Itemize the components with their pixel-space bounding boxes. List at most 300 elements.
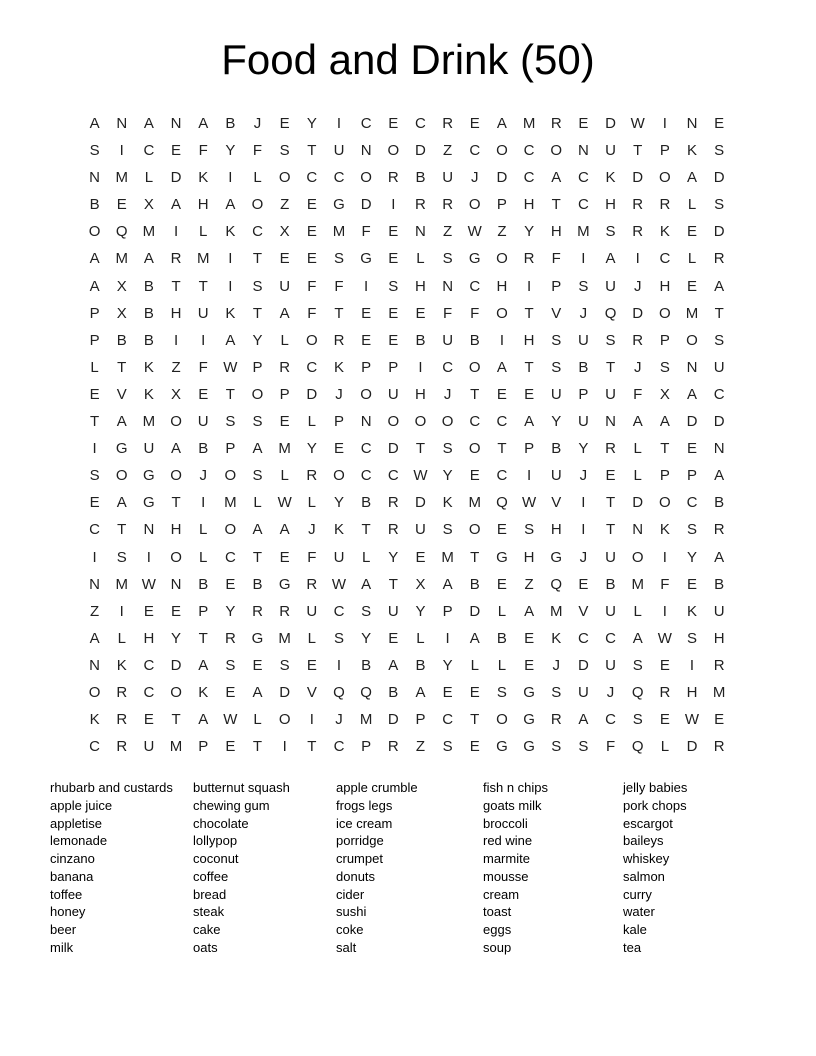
grid-letter: H: [523, 196, 535, 214]
grid-letter: I: [282, 738, 287, 756]
grid-letter: Y: [442, 656, 453, 674]
grid-letter: C: [469, 277, 481, 295]
grid-letter: M: [196, 250, 210, 268]
grid-letter: N: [89, 575, 100, 593]
grid-letter: D: [713, 413, 725, 431]
grid-letter: E: [279, 413, 290, 431]
grid-letter: H: [659, 277, 671, 295]
grid-letter: R: [116, 683, 128, 701]
grid-letter: S: [714, 142, 725, 160]
grid-row: [81, 300, 733, 327]
grid-letter: A: [442, 575, 453, 593]
grid-letter: N: [170, 575, 182, 593]
word-list-column: [336, 779, 483, 957]
grid-letter: O: [251, 196, 264, 214]
grid-letter: T: [551, 196, 561, 214]
grid-letter: I: [228, 277, 233, 295]
grid-letter: T: [605, 358, 616, 376]
grid-letter: U: [387, 385, 399, 403]
grid-letter: U: [605, 656, 616, 674]
grid-letter: P: [333, 413, 344, 431]
grid-letter: E: [469, 683, 480, 701]
grid-letter: R: [387, 521, 399, 539]
grid-letter: Q: [496, 494, 508, 512]
grid-letter: P: [198, 738, 209, 756]
grid-letter: T: [633, 142, 643, 160]
grid-letter: B: [361, 494, 372, 512]
grid-letter: E: [306, 196, 317, 214]
grid-letter: O: [468, 440, 481, 458]
grid-letter: G: [496, 548, 508, 566]
grid-letter: R: [306, 467, 318, 485]
grid-letter: H: [415, 385, 426, 403]
grid-letter: B: [714, 575, 725, 593]
grid-letter: K: [143, 385, 154, 403]
grid-letter: B: [388, 683, 399, 701]
grid-letter: Z: [443, 142, 453, 160]
grid-letter: Q: [360, 683, 372, 701]
grid-letter: M: [522, 115, 536, 132]
grid-letter: P: [279, 385, 290, 403]
grid-letter: O: [496, 304, 508, 322]
grid-letter: U: [442, 169, 454, 187]
grid-letter: J: [579, 304, 588, 322]
word-item: donuts: [336, 868, 376, 884]
grid-letter: N: [415, 223, 426, 241]
grid-letter: R: [713, 521, 725, 539]
grid-letter: E: [361, 331, 372, 349]
grid-letter: G: [360, 250, 372, 268]
word-list-column: [483, 779, 623, 957]
grid-letter: C: [496, 467, 508, 485]
grid-letter: T: [117, 521, 127, 539]
word-item: milk: [50, 939, 74, 955]
grid-letter: S: [442, 250, 453, 268]
grid-letter: E: [659, 656, 670, 674]
grid-letter: I: [662, 548, 667, 566]
grid-letter: L: [633, 440, 642, 458]
grid-letter: M: [359, 711, 373, 729]
grid-letter: F: [660, 575, 670, 593]
grid-letter: E: [469, 467, 480, 485]
grid-letter: L: [416, 629, 425, 647]
grid-letter: A: [279, 521, 290, 539]
grid-letter: E: [306, 656, 317, 674]
grid-letter: T: [605, 521, 616, 539]
grid-letter: B: [551, 440, 562, 458]
word-list-column: [623, 779, 766, 957]
grid-letter: C: [252, 223, 263, 241]
grid-letter: E: [687, 575, 698, 593]
grid-letter: J: [335, 711, 343, 729]
grid-letter: H: [550, 521, 562, 539]
grid-letter: G: [115, 440, 128, 458]
word-item: cream: [483, 886, 520, 902]
word-item: tea: [623, 939, 642, 955]
grid-letter: R: [116, 711, 128, 729]
grid-letter: A: [388, 656, 399, 674]
grid-letter: E: [252, 656, 263, 674]
grid-letter: P: [442, 602, 453, 620]
grid-letter: C: [333, 602, 345, 620]
word-item: escargot: [623, 815, 673, 831]
grid-letter: E: [714, 711, 725, 729]
grid-letter: C: [143, 683, 155, 701]
grid-letter: S: [225, 656, 236, 674]
grid-letter: Q: [333, 683, 345, 701]
grid-letter: X: [116, 277, 127, 295]
grid-letter: B: [605, 575, 616, 593]
grid-letter: C: [360, 115, 372, 132]
grid-row: [81, 706, 733, 733]
grid-letter: M: [115, 169, 128, 187]
grid-letter: P: [361, 738, 372, 756]
grid-letter: I: [336, 115, 342, 132]
grid-letter: N: [442, 277, 454, 295]
grid-letter: U: [333, 142, 345, 160]
grid-letter: G: [496, 738, 508, 756]
grid-letter: U: [713, 602, 725, 620]
grid-letter: V: [551, 304, 562, 322]
grid-letter: M: [115, 575, 128, 593]
grid-letter: O: [224, 521, 237, 539]
grid-letter: G: [523, 711, 535, 729]
wordsearch-grid: [81, 110, 733, 760]
grid-letter: B: [143, 277, 154, 295]
grid-letter: E: [333, 440, 344, 458]
grid-letter: F: [307, 548, 317, 566]
word-item: cider: [336, 886, 365, 902]
grid-letter: L: [633, 602, 642, 620]
grid-letter: A: [659, 413, 670, 431]
grid-letter: X: [171, 385, 182, 403]
grid-row: [81, 381, 733, 408]
grid-letter: A: [252, 440, 263, 458]
grid-letter: U: [442, 331, 454, 349]
grid-letter: Z: [280, 196, 290, 214]
grid-letter: C: [496, 413, 508, 431]
word-list: [50, 779, 776, 957]
grid-letter: Y: [361, 629, 372, 647]
grid-letter: S: [252, 467, 263, 485]
grid-letter: U: [577, 331, 589, 349]
grid-letter: I: [662, 602, 667, 620]
grid-letter: E: [605, 467, 616, 485]
grid-letter: A: [687, 169, 698, 187]
grid-letter: I: [173, 331, 179, 349]
grid-letter: H: [170, 304, 182, 322]
grid-letter: C: [306, 358, 318, 376]
grid-letter: R: [713, 738, 725, 756]
grid-letter: C: [89, 521, 100, 539]
word-item: marmite: [483, 851, 530, 866]
grid-letter: I: [581, 494, 586, 512]
grid-letter: M: [224, 494, 237, 512]
grid-letter: C: [713, 385, 725, 403]
word-item: ice cream: [336, 815, 393, 831]
grid-letter: W: [277, 494, 292, 512]
grid-letter: T: [415, 440, 426, 458]
grid-letter: J: [606, 683, 615, 701]
grid-letter: C: [577, 196, 589, 214]
grid-letter: C: [605, 629, 616, 647]
grid-row: [81, 218, 733, 245]
grid-letter: N: [713, 440, 725, 458]
grid-letter: Y: [442, 467, 453, 485]
grid-letter: M: [577, 223, 590, 241]
grid-letter: D: [713, 169, 725, 187]
grid-letter: O: [387, 413, 400, 431]
grid-letter: R: [550, 711, 562, 729]
grid-letter: V: [551, 494, 562, 512]
grid-letter: R: [442, 196, 454, 214]
grid-letter: T: [252, 548, 263, 566]
grid-letter: L: [497, 656, 507, 674]
grid-letter: M: [631, 575, 644, 593]
grid-letter: K: [116, 656, 127, 674]
grid-letter: A: [171, 440, 182, 458]
grid-letter: A: [279, 304, 290, 322]
grid-letter: T: [252, 250, 263, 268]
grid-letter: B: [198, 440, 209, 458]
grid-letter: S: [116, 548, 127, 566]
grid-letter: Y: [225, 142, 236, 160]
grid-letter: B: [415, 656, 426, 674]
grid-letter: C: [577, 629, 589, 647]
grid-letter: I: [526, 467, 532, 485]
grid-letter: A: [714, 467, 725, 485]
grid-letter: L: [307, 413, 316, 431]
grid-letter: A: [252, 683, 263, 701]
grid-letter: N: [89, 656, 100, 674]
grid-letter: N: [170, 115, 182, 132]
grid-letter: U: [387, 602, 399, 620]
grid-letter: U: [333, 548, 345, 566]
grid-letter: S: [333, 250, 344, 268]
grid-letter: L: [253, 169, 262, 187]
grid-letter: A: [605, 250, 616, 268]
grid-letter: P: [578, 385, 589, 403]
grid-letter: E: [687, 440, 698, 458]
grid-letter: I: [173, 223, 179, 241]
grid-letter: S: [442, 738, 453, 756]
grid-letter: E: [171, 142, 182, 160]
grid-letter: G: [523, 738, 535, 756]
grid-letter: E: [279, 250, 290, 268]
word-item: lemonade: [50, 833, 108, 849]
grid-letter: B: [361, 656, 372, 674]
grid-letter: Y: [578, 440, 589, 458]
grid-letter: S: [551, 738, 562, 756]
word-item: eggs: [483, 922, 512, 937]
grid-letter: D: [415, 142, 426, 160]
grid-letter: T: [524, 358, 534, 376]
grid-letter: D: [605, 115, 616, 132]
grid-letter: G: [333, 196, 345, 214]
grid-letter: O: [170, 467, 182, 485]
grid-letter: S: [632, 656, 643, 674]
grid-letter: E: [714, 115, 725, 132]
grid-letter: C: [360, 467, 372, 485]
word-item: pork chops: [623, 797, 687, 813]
grid-letter: E: [469, 738, 480, 756]
grid-letter: X: [659, 385, 670, 403]
grid-letter: Y: [524, 223, 535, 241]
grid-letter: C: [143, 656, 155, 674]
word-item: oats: [193, 939, 218, 955]
grid-letter: A: [632, 629, 643, 647]
grid-letter: B: [198, 575, 209, 593]
grid-letter: E: [198, 385, 209, 403]
grid-letter: C: [442, 711, 454, 729]
grid-letter: S: [659, 358, 670, 376]
grid-letter: D: [632, 494, 644, 512]
grid-letter: O: [468, 196, 481, 214]
grid-letter: Y: [252, 331, 263, 349]
grid-letter: Q: [115, 223, 128, 241]
word-item: salmon: [623, 868, 665, 884]
grid-letter: O: [659, 304, 671, 322]
grid-letter: N: [686, 115, 698, 132]
grid-letter: N: [360, 413, 372, 431]
grid-letter: W: [223, 358, 238, 376]
puzzle-title: Food and Drink (50): [221, 36, 595, 83]
grid-letter: D: [279, 683, 291, 701]
grid-letter: J: [579, 467, 588, 485]
grid-letter: L: [199, 223, 208, 241]
word-item: coconut: [193, 851, 239, 866]
grid-letter: U: [550, 385, 562, 403]
grid-letter: Y: [333, 494, 344, 512]
grid-letter: B: [225, 115, 236, 132]
grid-letter: G: [143, 494, 155, 512]
grid-letter: E: [388, 223, 399, 241]
grid-letter: Y: [306, 115, 317, 132]
grid-letter: W: [657, 629, 672, 647]
grid-row: [81, 571, 733, 598]
grid-letter: B: [116, 331, 127, 349]
grid-letter: K: [605, 169, 616, 187]
grid-letter: H: [523, 548, 535, 566]
grid-letter: E: [279, 548, 290, 566]
grid-letter: B: [714, 494, 725, 512]
grid-letter: N: [89, 169, 100, 187]
grid-letter: I: [581, 521, 586, 539]
grid-letter: O: [333, 467, 345, 485]
grid-letter: G: [550, 548, 563, 566]
grid-letter: I: [526, 277, 532, 295]
grid-letter: L: [280, 467, 289, 485]
grid-letter: O: [414, 413, 427, 431]
word-item: butternut squash: [193, 780, 290, 795]
grid-letter: H: [496, 277, 508, 295]
grid-letter: E: [388, 629, 399, 647]
grid-letter: D: [577, 656, 589, 674]
grid-letter: R: [659, 683, 671, 701]
grid-letter: U: [550, 467, 562, 485]
grid-letter: L: [117, 629, 126, 647]
grid-letter: A: [524, 602, 535, 620]
grid-letter: W: [223, 711, 238, 729]
grid-letter: G: [143, 467, 155, 485]
grid-letter: K: [225, 304, 236, 322]
grid-row: [81, 679, 733, 706]
grid-letter: R: [116, 738, 128, 756]
grid-letter: A: [198, 656, 209, 674]
grid-letter: S: [89, 467, 100, 485]
grid-letter: S: [252, 413, 263, 431]
grid-letter: A: [714, 548, 725, 566]
grid-letter: C: [306, 169, 318, 187]
grid-letter: U: [605, 277, 616, 295]
word-item: water: [623, 904, 655, 920]
grid-letter: U: [605, 602, 616, 620]
grid-letter: P: [659, 142, 670, 160]
grid-letter: F: [198, 358, 208, 376]
grid-row: [81, 733, 733, 760]
grid-letter: B: [469, 575, 480, 593]
grid-letter: A: [143, 115, 154, 132]
grid-letter: F: [470, 304, 480, 322]
grid-letter: P: [524, 440, 535, 458]
grid-letter: F: [551, 250, 561, 268]
grid-letter: Y: [687, 548, 698, 566]
grid-letter: D: [469, 602, 481, 620]
grid-letter: A: [198, 115, 209, 132]
grid-letter: M: [278, 629, 291, 647]
grid-letter: H: [197, 196, 209, 214]
grid-letter: E: [388, 115, 399, 132]
grid-letter: A: [89, 115, 100, 132]
grid-row: [81, 462, 733, 489]
word-list-column: [193, 779, 336, 957]
grid-letter: E: [279, 115, 290, 132]
grid-letter: C: [469, 413, 481, 431]
grid-letter: T: [605, 494, 616, 512]
grid-letter: E: [171, 602, 182, 620]
grid-letter: S: [578, 277, 589, 295]
grid-letter: D: [713, 223, 725, 241]
grid-letter: L: [497, 602, 507, 620]
grid-letter: S: [388, 277, 399, 295]
grid-letter: P: [361, 358, 372, 376]
grid-letter: T: [252, 738, 263, 756]
grid-letter: G: [251, 629, 264, 647]
grid-letter: L: [470, 656, 479, 674]
grid-letter: L: [361, 548, 371, 566]
grid-letter: Y: [171, 629, 182, 647]
grid-letter: S: [605, 223, 616, 241]
grid-letter: B: [89, 196, 100, 214]
grid-letter: H: [415, 277, 426, 295]
grid-letter: E: [225, 575, 236, 593]
grid-letter: L: [660, 738, 670, 756]
grid-letter: E: [524, 656, 535, 674]
grid-letter: S: [687, 629, 698, 647]
grid-letter: O: [659, 169, 671, 187]
grid-letter: W: [331, 575, 347, 593]
grid-row: [81, 354, 733, 381]
grid-letter: M: [441, 548, 454, 566]
grid-letter: K: [687, 142, 698, 160]
grid-letter: M: [142, 413, 156, 431]
grid-letter: E: [89, 494, 100, 512]
word-item: soup: [483, 939, 512, 955]
word-item: broccoli: [483, 815, 528, 831]
grid-letter: L: [280, 331, 289, 349]
grid-letter: U: [143, 738, 155, 756]
grid-row: [81, 435, 733, 462]
